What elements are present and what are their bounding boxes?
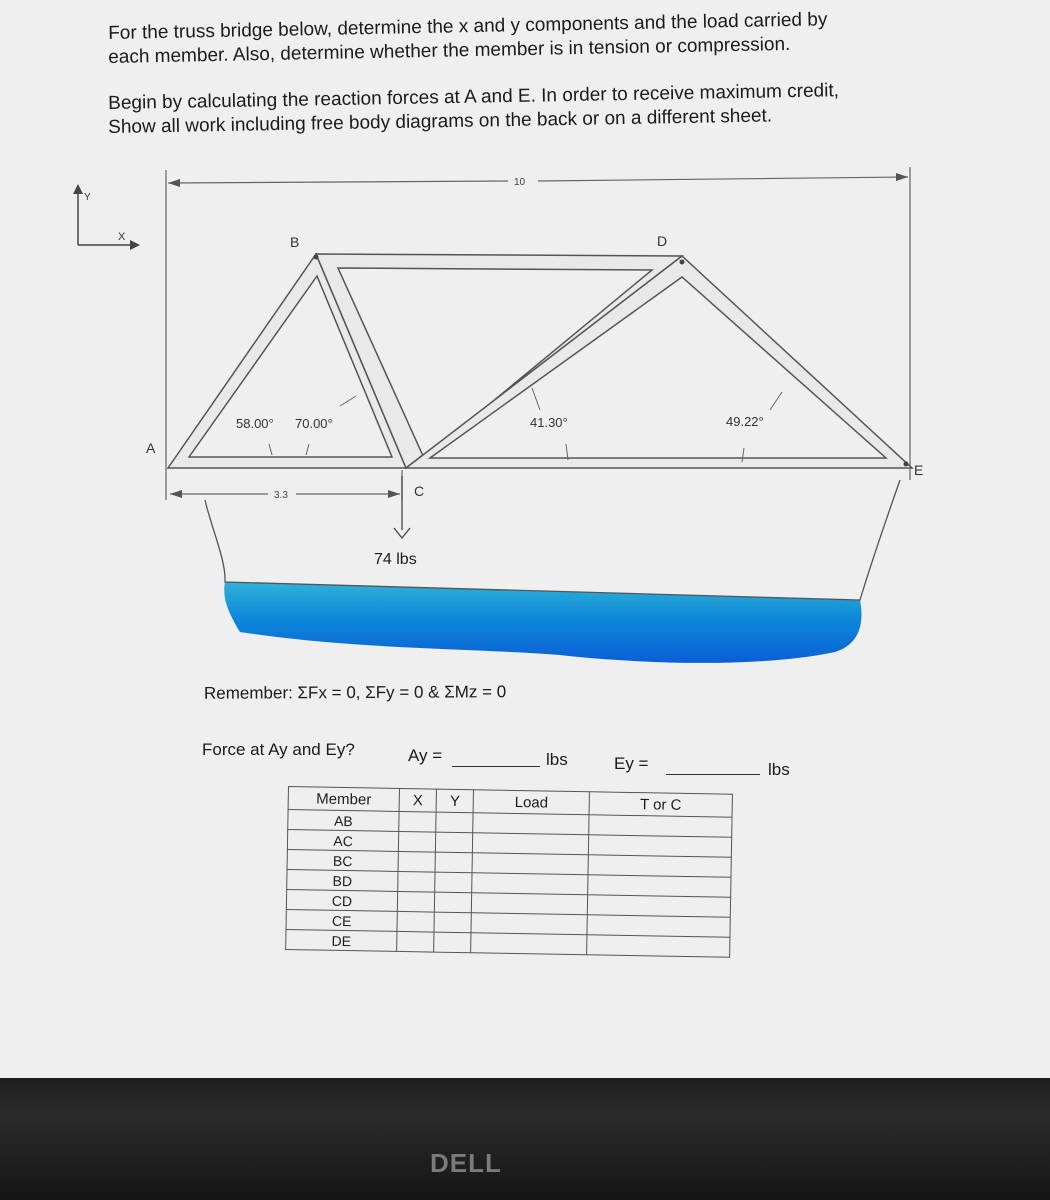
angle-label-ab: 58.00° [236,416,274,431]
member-name: BC [287,849,398,871]
cell-y[interactable] [435,832,472,853]
cell-t-or-c[interactable] [588,875,731,897]
node-label-e: E [914,462,924,478]
cell-y[interactable] [436,812,473,833]
monitor-bezel [0,1078,1050,1200]
joint-b [314,255,319,260]
cell-t-or-c[interactable] [587,935,730,957]
cell-t-or-c[interactable] [589,815,732,837]
load-label: 74 lbs [374,551,417,568]
cell-load[interactable] [472,893,588,915]
monitor-brand-logo: DELL [430,1148,502,1178]
cell-load[interactable] [472,853,588,875]
cell-x[interactable] [397,931,434,952]
header-x: X [399,788,437,812]
header-y: Y [436,789,474,813]
river-bank [205,480,900,600]
cell-y[interactable] [434,892,471,913]
joint-d [680,260,685,265]
ay-answer-blank[interactable] [452,752,540,767]
cell-x[interactable] [397,911,434,932]
cell-load[interactable] [472,873,588,895]
offset-label: 3.3 [274,490,288,501]
member-name: AC [287,830,398,852]
angle-label-de: 49.22° [726,414,764,429]
cell-x[interactable] [398,851,435,872]
cell-load[interactable] [471,913,587,935]
header-member: Member [288,787,399,812]
ay-label: Ay = [408,746,443,765]
header-t-or-c: T or C [589,792,732,817]
node-label-c: C [414,483,425,499]
joint-e [904,462,909,467]
node-label-b: B [290,234,300,250]
x-axis-label: X [118,231,126,243]
member-name: CD [286,889,397,911]
instruction-line-2: Show all work including free body diagrams on the back or on a different sheet. [108,105,773,138]
coordinate-axes-icon [73,184,140,250]
cell-x[interactable] [398,831,435,852]
member-name: CE [286,909,397,931]
cell-t-or-c[interactable] [587,895,730,917]
river-water [224,582,861,663]
cell-x[interactable] [398,871,435,892]
cell-y[interactable] [435,852,472,873]
member-table-container [285,786,733,958]
equilibrium-reminder: Remember: ΣFx = 0, ΣFy = 0 & ΣMz = 0 [203,682,507,703]
header-load: Load [473,790,589,815]
cell-t-or-c[interactable] [587,915,730,937]
cell-load[interactable] [471,933,587,955]
y-axis-label: Y [84,192,91,203]
node-label-d: D [657,233,668,249]
cell-x[interactable] [399,811,436,832]
ey-label: Ey = [614,754,649,773]
cell-y[interactable] [435,872,472,893]
ey-unit: lbs [768,760,790,779]
cell-y[interactable] [434,912,471,933]
load-arrow [394,476,410,538]
cell-t-or-c[interactable] [588,835,731,857]
instruction-line-1: Begin by calculating the reaction forces at A and E. In order to receive maximum credit, [108,80,840,114]
node-label-a: A [146,440,156,456]
span-label: 10 [514,177,526,188]
angle-label-cd: 41.30° [530,415,568,430]
member-table [285,786,733,958]
cell-load[interactable] [473,833,589,855]
problem-statement-line-1: For the truss bridge below, determine the x and y components and the load carried by [108,9,828,44]
ey-answer-blank[interactable] [666,760,760,775]
problem-statement-line-2: each member. Also, determine whether the member is in tension or compression. [108,33,791,68]
member-name: BD [287,869,398,891]
cell-y[interactable] [434,932,471,953]
cell-t-or-c[interactable] [588,855,731,877]
offset-dimension [170,470,402,501]
cell-load[interactable] [473,813,589,835]
angle-label-bc: 70.00° [295,416,333,431]
ay-unit: lbs [546,750,568,769]
member-name: DE [286,929,397,951]
cell-x[interactable] [397,891,434,912]
reaction-question: Force at Ay and Ey? [202,740,355,759]
member-name: AB [288,810,399,832]
